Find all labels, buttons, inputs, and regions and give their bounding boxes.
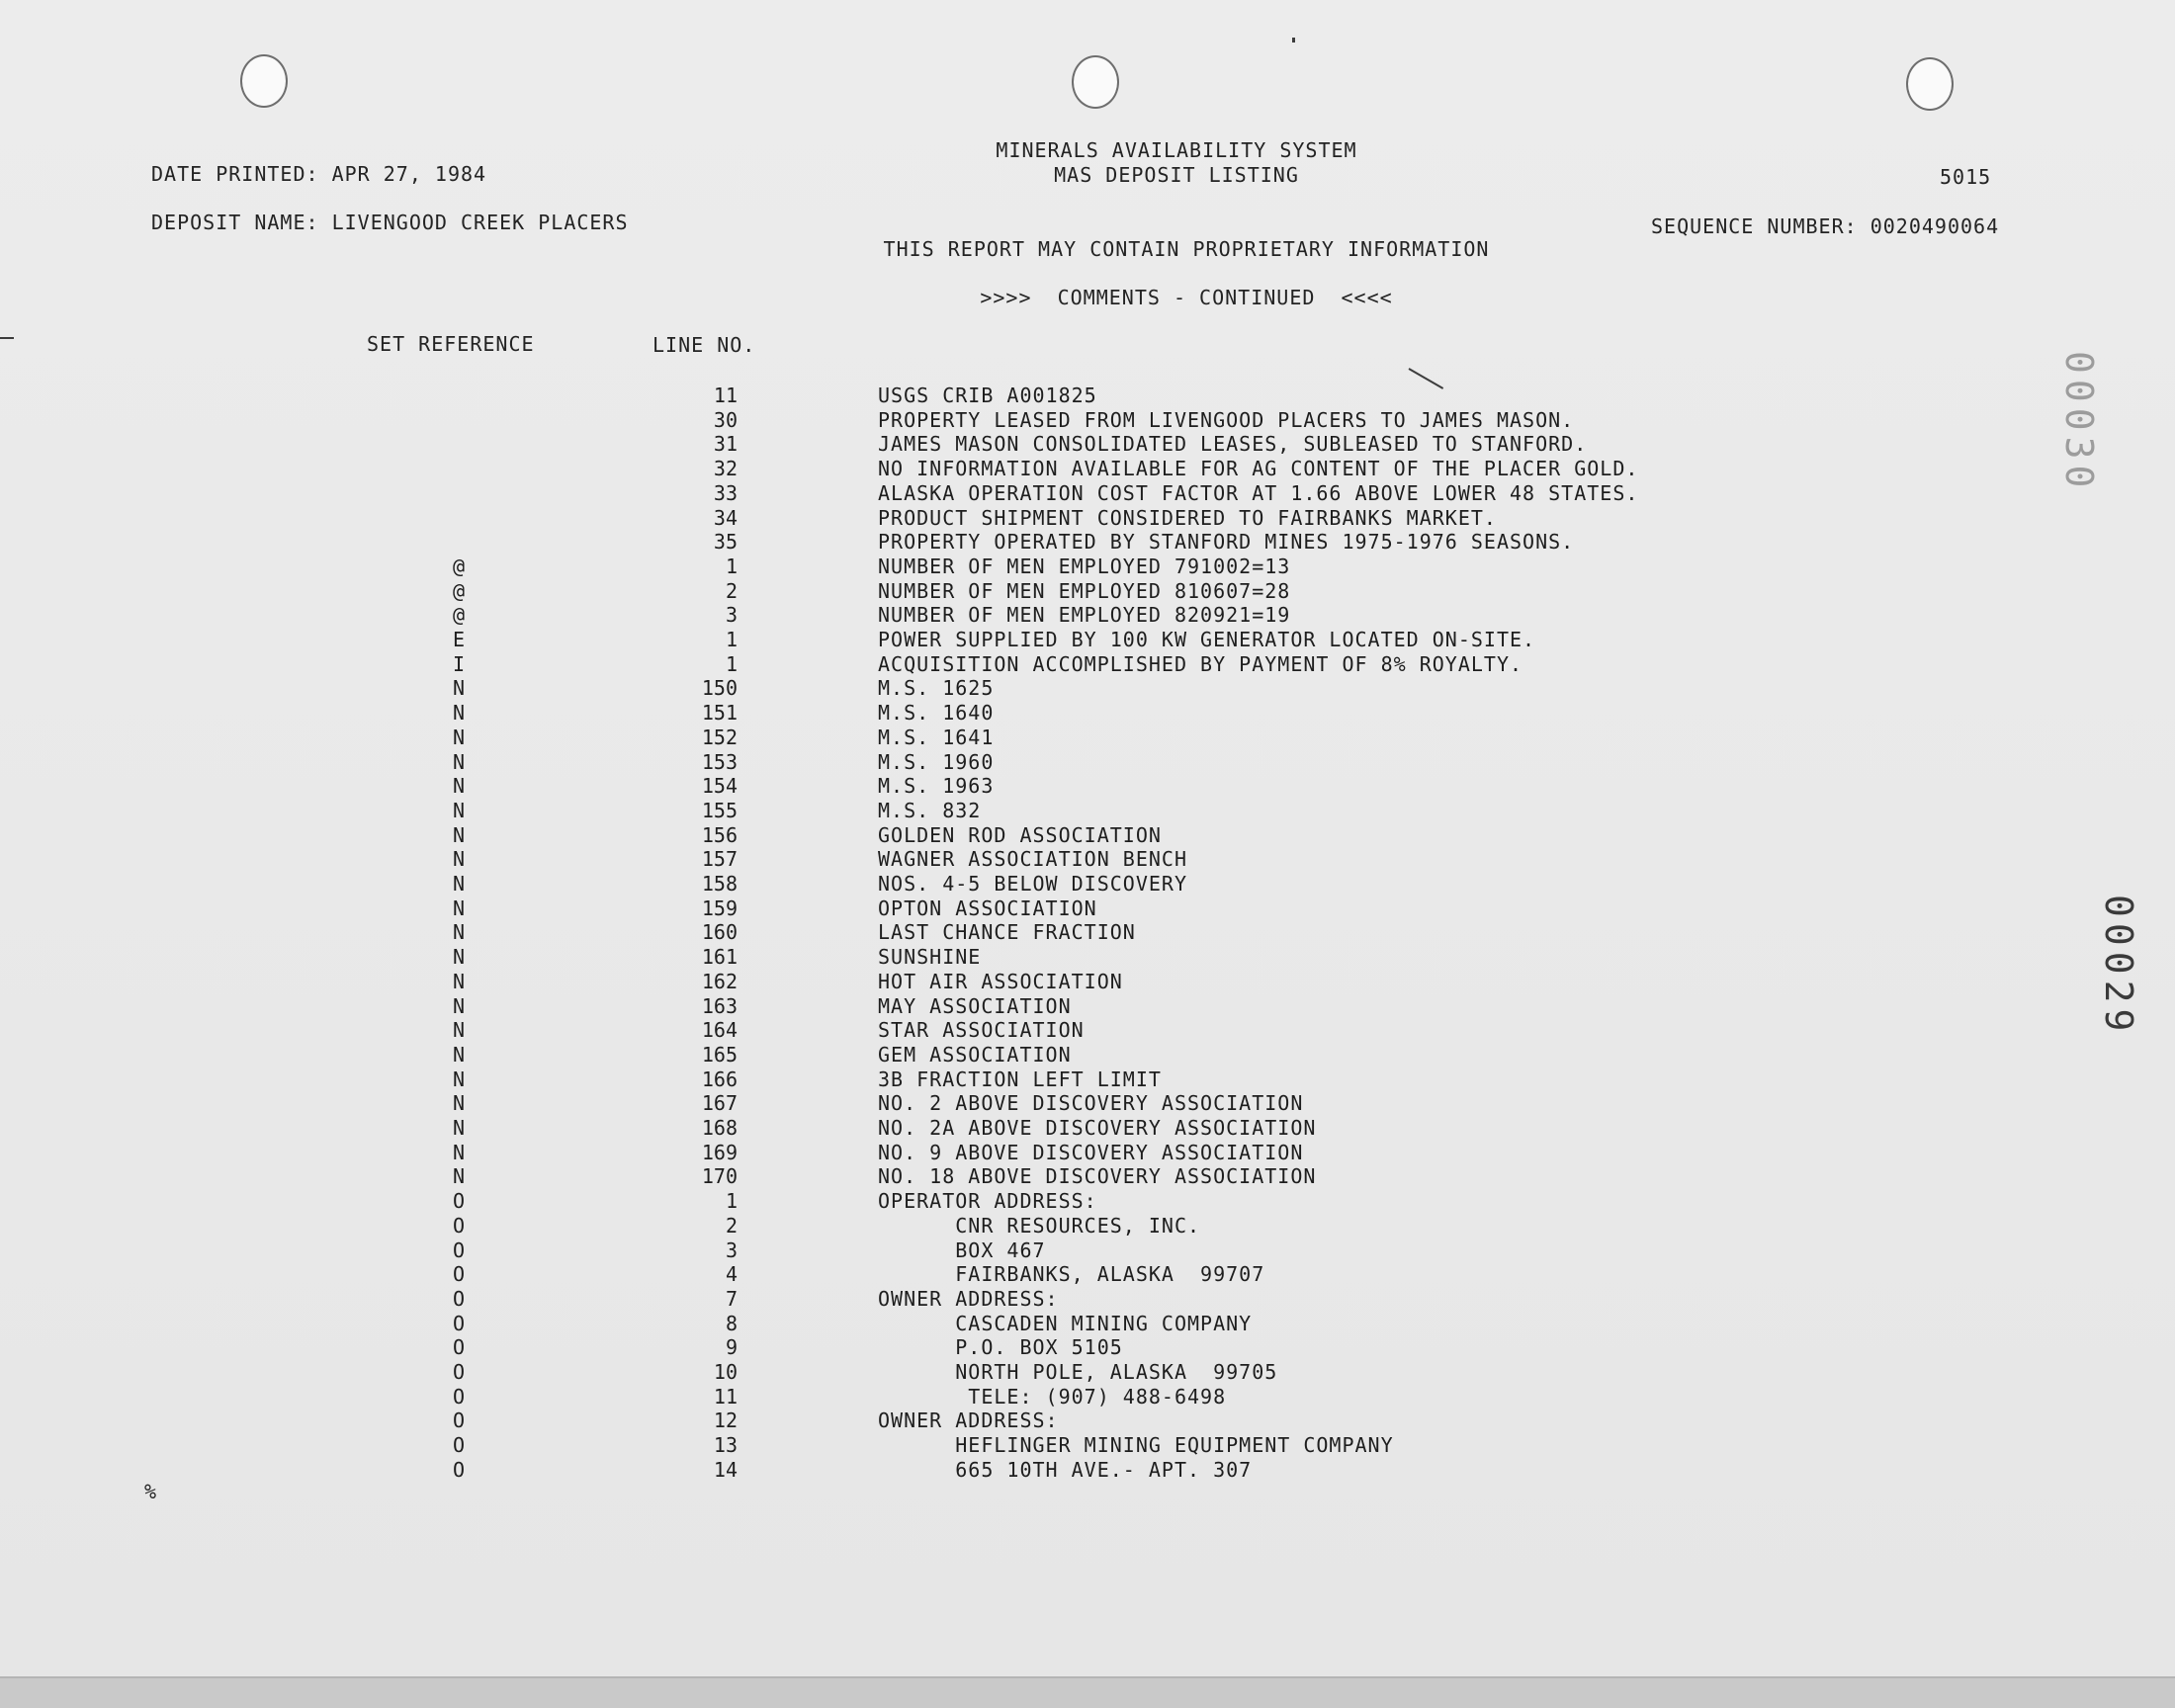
comment-text-cell: M.S. 1625	[878, 676, 995, 701]
line-number-cell: 12	[713, 1409, 738, 1433]
line-number-cell: 159	[701, 896, 738, 920]
comment-text-cell: OPTON ASSOCIATION	[878, 896, 1097, 920]
comment-text-cell: 3B FRACTION LEFT LIMIT	[878, 1067, 1162, 1091]
line-number-cell: 10	[713, 1360, 738, 1384]
set-reference-cell: @	[452, 578, 466, 603]
comment-text-cell: STAR ASSOCIATION	[878, 1018, 1085, 1043]
punch-hole-right	[1906, 57, 1954, 111]
comment-text-cell: ALASKA OPERATION COST FACTOR AT 1.66 ABOVE LOWER 48 STATES.	[878, 480, 1639, 505]
comment-text-cell: FAIRBANKS, ALASKA 99707	[878, 1262, 1265, 1287]
line-number-cell: 31	[713, 432, 738, 457]
comment-text-cell: M.S. 1963	[878, 774, 995, 799]
scan-speck	[1292, 38, 1295, 43]
line-number-cell: 3	[725, 1238, 738, 1262]
comment-text-cell: WAGNER ASSOCIATION BENCH	[878, 847, 1187, 872]
line-number-cell: 167	[701, 1091, 738, 1116]
line-number-cell: 1	[725, 651, 738, 676]
comment-text-cell: SUNSHINE	[878, 945, 982, 970]
set-reference-cell: N	[452, 749, 466, 774]
comment-text-cell: NOS. 4-5 BELOW DISCOVERY	[878, 872, 1187, 896]
set-reference-cell: O	[452, 1189, 466, 1214]
proprietary-notice: THIS REPORT MAY CONTAIN PROPRIETARY INFORMATION	[883, 237, 1490, 261]
set-reference-cell: N	[452, 969, 466, 993]
line-number-cell: 164	[701, 1018, 738, 1043]
comment-text-cell: BOX 467	[878, 1238, 1046, 1262]
comment-text-cell: PRODUCT SHIPMENT CONSIDERED TO FAIRBANKS MARKET.	[878, 505, 1497, 530]
page-bottom-edge	[0, 1676, 2175, 1708]
set-reference-cell: O	[452, 1238, 466, 1262]
set-reference-cell: N	[452, 774, 466, 799]
listing-title: MAS DEPOSIT LISTING	[1054, 163, 1299, 187]
line-number-cell: 165	[701, 1042, 738, 1067]
footer-mark: %	[144, 1480, 158, 1503]
side-stamp-lower: 00029	[2097, 895, 2140, 1038]
line-number-cell: 162	[701, 969, 738, 993]
set-reference-cell: N	[452, 872, 466, 896]
set-reference-cell: N	[452, 822, 466, 847]
set-reference-cell: O	[452, 1457, 466, 1482]
comment-text-cell: HEFLINGER MINING EQUIPMENT COMPANY	[878, 1433, 1394, 1458]
set-reference-cell: O	[452, 1262, 466, 1287]
comment-text-cell: USGS CRIB A001825	[878, 384, 1097, 407]
line-number-cell: 2	[725, 1213, 738, 1238]
set-reference-cell: N	[452, 1067, 466, 1091]
set-reference-cell: O	[452, 1360, 466, 1384]
set-reference-cell: O	[452, 1384, 466, 1409]
line-number-cell: 163	[701, 993, 738, 1018]
line-number-cell: 30	[713, 407, 738, 432]
comment-text-cell: POWER SUPPLIED BY 100 KW GENERATOR LOCATED ON-SITE.	[878, 628, 1536, 651]
line-number-cell: 13	[713, 1433, 738, 1458]
comment-text-cell: NO INFORMATION AVAILABLE FOR AG CONTENT OF THE PLACER GOLD.	[878, 457, 1639, 481]
set-reference-cell: N	[452, 1018, 466, 1043]
comment-text-cell: MAY ASSOCIATION	[878, 993, 1072, 1018]
set-reference-cell: @	[452, 554, 466, 578]
line-number-cell: 14	[713, 1457, 738, 1482]
comment-text-cell: PROPERTY OPERATED BY STANFORD MINES 1975-1976 SEASONS.	[878, 530, 1575, 555]
line-number-cell: 153	[701, 749, 738, 774]
comment-text-cell: OWNER ADDRESS:	[878, 1409, 1059, 1433]
pen-tick-mark	[1409, 368, 1444, 389]
line-number-cell: 1	[725, 1189, 738, 1214]
comment-text-cell: NO. 2A ABOVE DISCOVERY ASSOCIATION	[878, 1116, 1317, 1140]
comment-text-cell: NORTH POLE, ALASKA 99705	[878, 1360, 1278, 1384]
comment-text-cell: NUMBER OF MEN EMPLOYED 810607=28	[878, 578, 1291, 603]
line-number-cell: 2	[725, 578, 738, 603]
set-reference-cell: N	[452, 701, 466, 726]
comment-text-cell: OPERATOR ADDRESS:	[878, 1189, 1097, 1214]
punch-hole-center	[1072, 55, 1119, 109]
line-number-cell: 169	[701, 1140, 738, 1164]
section-title: >>>> COMMENTS - CONTINUED <<<<	[980, 286, 1393, 309]
line-number-cell: 157	[701, 847, 738, 872]
comment-text-cell: TELE: (907) 488-6498	[878, 1384, 1227, 1409]
comment-text-cell: NO. 18 ABOVE DISCOVERY ASSOCIATION	[878, 1164, 1317, 1189]
set-reference-cell: O	[452, 1433, 466, 1458]
line-number-cell: 11	[713, 384, 738, 407]
comment-text-cell: JAMES MASON CONSOLIDATED LEASES, SUBLEASED TO STANFORD.	[878, 432, 1588, 457]
set-reference-cell: N	[452, 676, 466, 701]
comment-text-cell: NO. 9 ABOVE DISCOVERY ASSOCIATION	[878, 1140, 1304, 1164]
line-number-cell: 161	[701, 945, 738, 970]
page-code: 5015	[1940, 165, 1992, 189]
line-number-cell: 1	[725, 628, 738, 651]
line-number-cell: 150	[701, 676, 738, 701]
set-reference-cell: @	[452, 603, 466, 628]
set-reference-cell: N	[452, 1042, 466, 1067]
comment-text-cell: P.O. BOX 5105	[878, 1335, 1123, 1360]
comment-text-cell: GOLDEN ROD ASSOCIATION	[878, 822, 1162, 847]
line-number-cell: 8	[725, 1311, 738, 1335]
line-number-cell: 151	[701, 701, 738, 726]
date-printed: DATE PRINTED: APR 27, 1984	[151, 162, 487, 186]
set-reference-cell: N	[452, 1116, 466, 1140]
line-number-cell: 32	[713, 457, 738, 481]
line-number-cell: 7	[725, 1286, 738, 1311]
line-number-cell: 3	[725, 603, 738, 628]
set-reference-cell: O	[452, 1311, 466, 1335]
set-reference-cell: I	[452, 651, 466, 676]
deposit-name: DEPOSIT NAME: LIVENGOOD CREEK PLACERS	[151, 211, 629, 234]
line-no-header: LINE NO.	[652, 333, 756, 357]
side-stamp-upper: 00030	[2057, 351, 2101, 494]
comment-text-cell: 665 10TH AVE.- APT. 307	[878, 1457, 1253, 1482]
line-number-cell: 154	[701, 774, 738, 799]
comment-text-cell: ACQUISITION ACCOMPLISHED BY PAYMENT OF 8% ROYALTY.	[878, 651, 1523, 676]
sequence-number: SEQUENCE NUMBER: 0020490064	[1651, 214, 2000, 238]
line-number-cell: 34	[713, 505, 738, 530]
comment-text-cell: M.S. 832	[878, 798, 982, 822]
set-reference-cell: O	[452, 1286, 466, 1311]
set-reference-cell: N	[452, 798, 466, 822]
set-reference-cell: N	[452, 993, 466, 1018]
set-reference-cell: N	[452, 945, 466, 970]
line-number-cell: 168	[701, 1116, 738, 1140]
comment-text-cell: M.S. 1960	[878, 749, 995, 774]
comment-text-cell: NUMBER OF MEN EMPLOYED 791002=13	[878, 554, 1291, 578]
comment-text-cell: CNR RESOURCES, INC.	[878, 1213, 1201, 1238]
comment-text-cell: OWNER ADDRESS:	[878, 1286, 1059, 1311]
set-reference-header: SET REFERENCE	[367, 332, 535, 356]
system-title: MINERALS AVAILABILITY SYSTEM	[996, 138, 1357, 162]
set-reference-cell: E	[452, 628, 466, 651]
set-reference-cell: O	[452, 1335, 466, 1360]
comment-text-cell: M.S. 1641	[878, 725, 995, 749]
comment-text-cell: CASCADEN MINING COMPANY	[878, 1311, 1253, 1335]
margin-tick-mark	[0, 337, 14, 339]
set-reference-cell: N	[452, 1164, 466, 1189]
set-reference-cell: O	[452, 1213, 466, 1238]
comment-text-cell: GEM ASSOCIATION	[878, 1042, 1072, 1067]
set-reference-cell: N	[452, 920, 466, 945]
line-number-cell: 35	[713, 530, 738, 555]
comment-text-cell: PROPERTY LEASED FROM LIVENGOOD PLACERS TO JAMES MASON.	[878, 407, 1575, 432]
line-number-cell: 160	[701, 920, 738, 945]
line-number-cell: 156	[701, 822, 738, 847]
line-number-cell: 158	[701, 872, 738, 896]
line-number-cell: 170	[701, 1164, 738, 1189]
punch-hole-left	[240, 54, 288, 108]
line-number-cell: 33	[713, 480, 738, 505]
comment-text-cell: M.S. 1640	[878, 701, 995, 726]
set-reference-cell: N	[452, 725, 466, 749]
line-number-cell: 155	[701, 798, 738, 822]
comment-text-cell: NO. 2 ABOVE DISCOVERY ASSOCIATION	[878, 1091, 1304, 1116]
line-number-cell: 166	[701, 1067, 738, 1091]
line-number-cell: 4	[725, 1262, 738, 1287]
comment-text-cell: LAST CHANCE FRACTION	[878, 920, 1136, 945]
line-number-cell: 152	[701, 725, 738, 749]
comment-text-cell: HOT AIR ASSOCIATION	[878, 969, 1123, 993]
line-number-cell: 1	[725, 554, 738, 578]
line-number-cell: 9	[725, 1335, 738, 1360]
comment-text-cell: NUMBER OF MEN EMPLOYED 820921=19	[878, 603, 1291, 628]
set-reference-cell: N	[452, 1140, 466, 1164]
set-reference-cell: N	[452, 1091, 466, 1116]
line-number-cell: 11	[713, 1384, 738, 1409]
set-reference-cell: N	[452, 896, 466, 920]
set-reference-cell: O	[452, 1409, 466, 1433]
set-reference-cell: N	[452, 847, 466, 872]
